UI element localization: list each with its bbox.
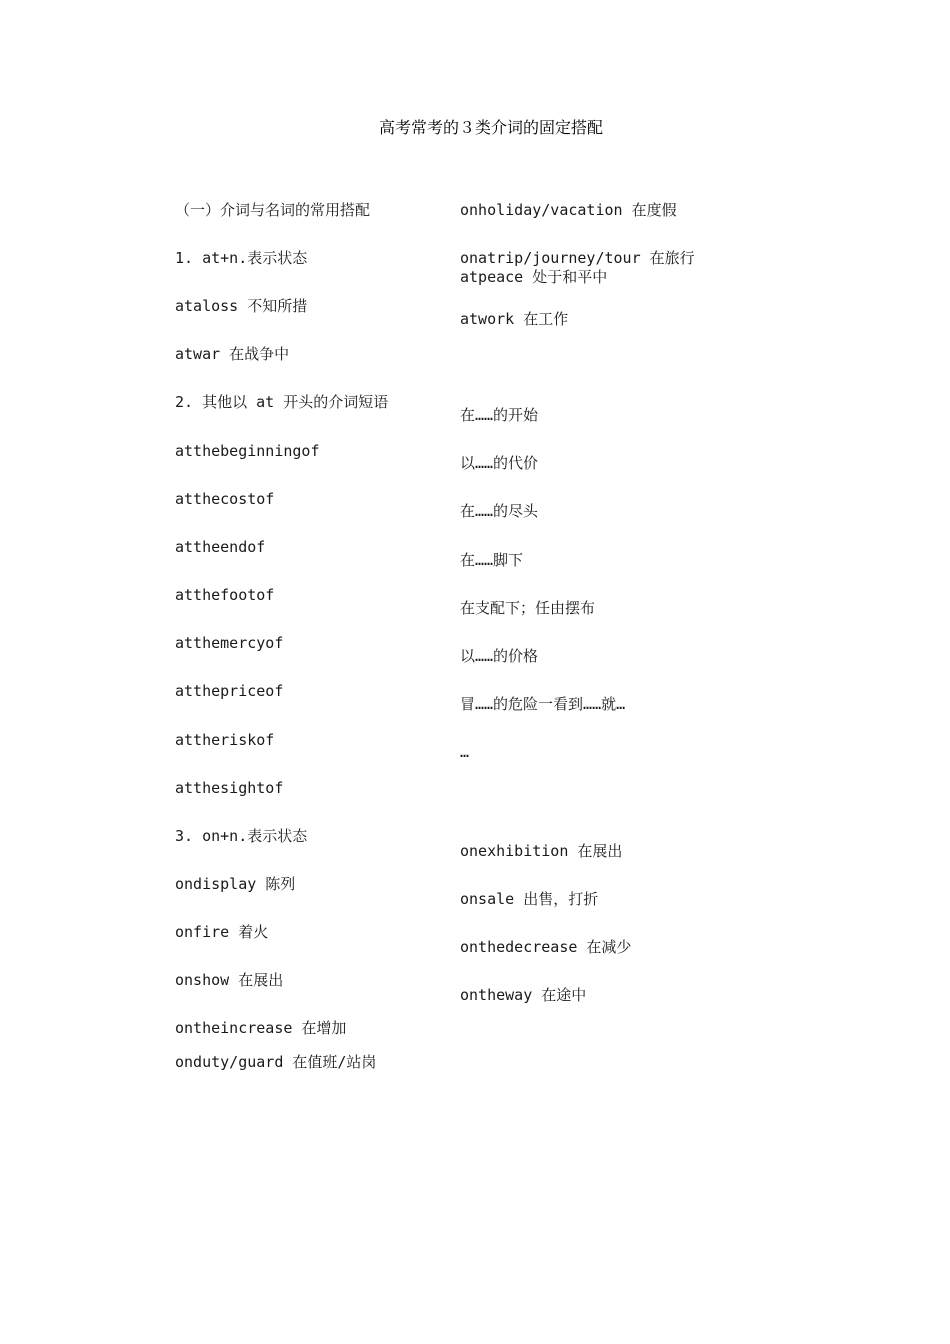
phrase-line: ontheincrease 在增加 [175,1019,347,1037]
phrase-line: atwar 在战争中 [175,345,290,363]
phrase-line: atthesightof [175,779,284,797]
phrase-line: onfire 着火 [175,923,269,941]
phrase-line: atwork 在工作 [460,310,569,328]
section-heading: （一）介词与名词的常用搭配 [175,201,371,219]
phrase-line: onatrip/journey/tour 在旅行 [460,249,695,267]
subsection-heading: 1. at+n.表示状态 [175,249,308,267]
phrase-line: attheriskof [175,731,275,749]
meaning-line: 在支配下；任由摆布 [460,599,596,617]
phrase-line: ondisplay 陈列 [175,875,296,893]
phrase-line: atthebeginningof [175,442,320,460]
phrase-line: atthemercyof [175,634,284,652]
phrase-line: atthefootof [175,586,275,604]
page-title: 高考常考的３类介词的固定搭配 [378,118,603,137]
phrase-line: onexhibition 在展出 [460,842,623,860]
meaning-line: … [460,743,470,761]
phrase-line: atthecostof [175,490,275,508]
phrase-line: onsale 出售，打折 [460,890,599,908]
subsection-heading: 2. 其他以 at 开头的介词短语 [175,393,389,411]
meaning-line: 冒……的危险一看到……就… [460,695,626,713]
meaning-line: 在……脚下 [460,551,524,569]
phrase-line: attheendof [175,538,266,556]
meaning-line: 在……的开始 [460,406,539,424]
phrase-line: atpeace 处于和平中 [460,268,608,286]
meaning-line: 以……的代价 [460,454,539,472]
phrase-line: onshow 在展出 [175,971,284,989]
phrase-line: atthepriceof [175,682,284,700]
phrase-line: onthedecrease 在减少 [460,938,632,956]
subsection-heading: 3. on+n.表示状态 [175,827,308,845]
phrase-line: onholiday/vacation 在度假 [460,201,677,219]
phrase-line: ataloss 不知所措 [175,297,308,315]
phrase-line: ontheway 在途中 [460,986,587,1004]
meaning-line: 以……的价格 [460,647,539,665]
meaning-line: 在……的尽头 [460,502,539,520]
phrase-line: onduty/guard 在值班/站岗 [175,1053,377,1071]
